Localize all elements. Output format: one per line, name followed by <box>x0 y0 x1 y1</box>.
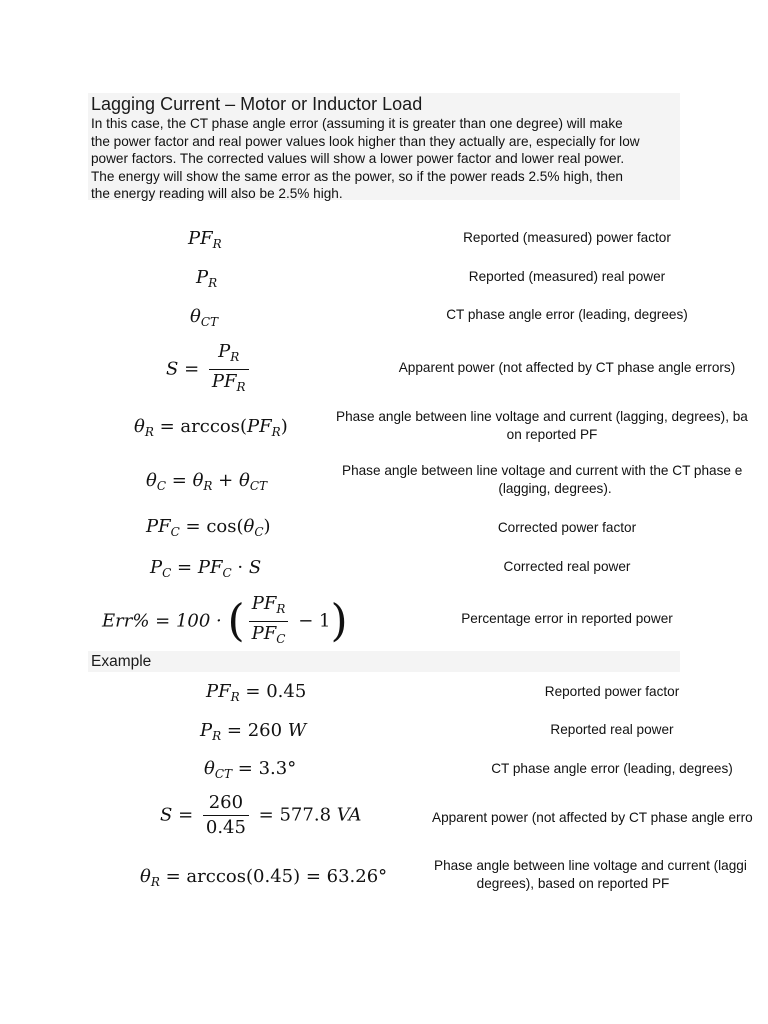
section-title: Example <box>91 653 152 670</box>
definition-desc: Phase angle between line voltage and current (lagging, degrees), ba on reported PF <box>336 409 748 442</box>
formula-theta-c: $\theta_C = \theta_R + \theta_{CT}$ <box>146 470 268 493</box>
definition-desc: Reported (measured) power factor <box>463 230 671 245</box>
intro-line: The energy will show the same error as the power, so if the power reads 2.5% high, then <box>91 168 623 184</box>
example-section <box>88 651 680 672</box>
example-desc: Apparent power (not affected by CT phase angle erro <box>432 810 753 825</box>
formula-apparent-power: S = $\frac{P_R}{PF_R}$ <box>166 340 253 399</box>
intro-line: the power factor and real power values look higher than they actually are, especially for low <box>91 133 640 149</box>
formula-pf-r: $PF_R$ <box>188 228 222 251</box>
definition-desc: Corrected power factor <box>497 520 637 535</box>
intro-line: In this case, the CT phase angle error (assuming it is greater than one degree) will make <box>91 116 623 131</box>
example-formula-s: S = $\frac{260}{0.45}$ = 577.8 VA <box>160 792 362 838</box>
example-desc: Reported real power <box>550 722 674 737</box>
formula-p-r: $P_R$ <box>196 267 218 290</box>
example-formula-theta-r: $\theta_R = \arccos(0.45) = 63.26^\circ$ <box>140 866 388 889</box>
example-formula-pf: $PF_R = 0.45$ <box>206 681 307 704</box>
fraction: $\frac{260}{0.45}$ <box>203 791 249 840</box>
fraction: $\frac{P_R}{PF_R}$ <box>209 340 249 399</box>
example-desc: Phase angle between line voltage and current (laggi degrees), based on reported PF <box>434 858 747 891</box>
definition-desc: Reported (measured) real power <box>468 269 666 284</box>
definition-desc: CT phase angle error (leading, degrees) <box>446 307 688 322</box>
intro-line: power factors. The corrected values will show a lower power factor and lower real power. <box>91 151 625 167</box>
formula-error-percent: Err% = 100 · ( $\frac{PF_R}{PF_C}$ − 1) <box>102 592 348 651</box>
section-title: Lagging Current – Motor or Inductor Load <box>91 94 423 114</box>
example-desc: CT phase angle error (leading, degrees) <box>491 761 733 776</box>
intro-paragraph <box>88 115 680 203</box>
example-desc: Reported power factor <box>544 684 680 699</box>
formula-pf-c: $PF_C = \cos(\theta_C)$ <box>146 516 271 539</box>
intro-line: the energy reading will also be 2.5% high. <box>91 186 343 202</box>
definition-desc: Percentage error in reported power <box>461 611 673 626</box>
intro-section <box>88 93 680 200</box>
formula-theta-r: $\theta_R = \arccos(PF_R)$ <box>134 416 288 439</box>
formula-p-c: $P_C = PF_C \cdot S$ <box>150 557 262 580</box>
definition-desc: Corrected real power <box>503 559 631 574</box>
definition-desc: Phase angle between line voltage and current with the CT phase e (lagging, degrees). <box>342 463 743 496</box>
formula-theta-ct: $\theta_{CT}$ <box>190 306 219 329</box>
example-formula-theta-ct: $\theta_{CT} = 3.3^\circ$ <box>204 758 297 781</box>
definition-desc: Apparent power (not affected by CT phase angle errors) <box>398 360 736 375</box>
fraction: $\frac{PF_R}{PF_C}$ <box>249 592 289 651</box>
example-formula-p: $P_R = 260$ W <box>200 720 307 743</box>
